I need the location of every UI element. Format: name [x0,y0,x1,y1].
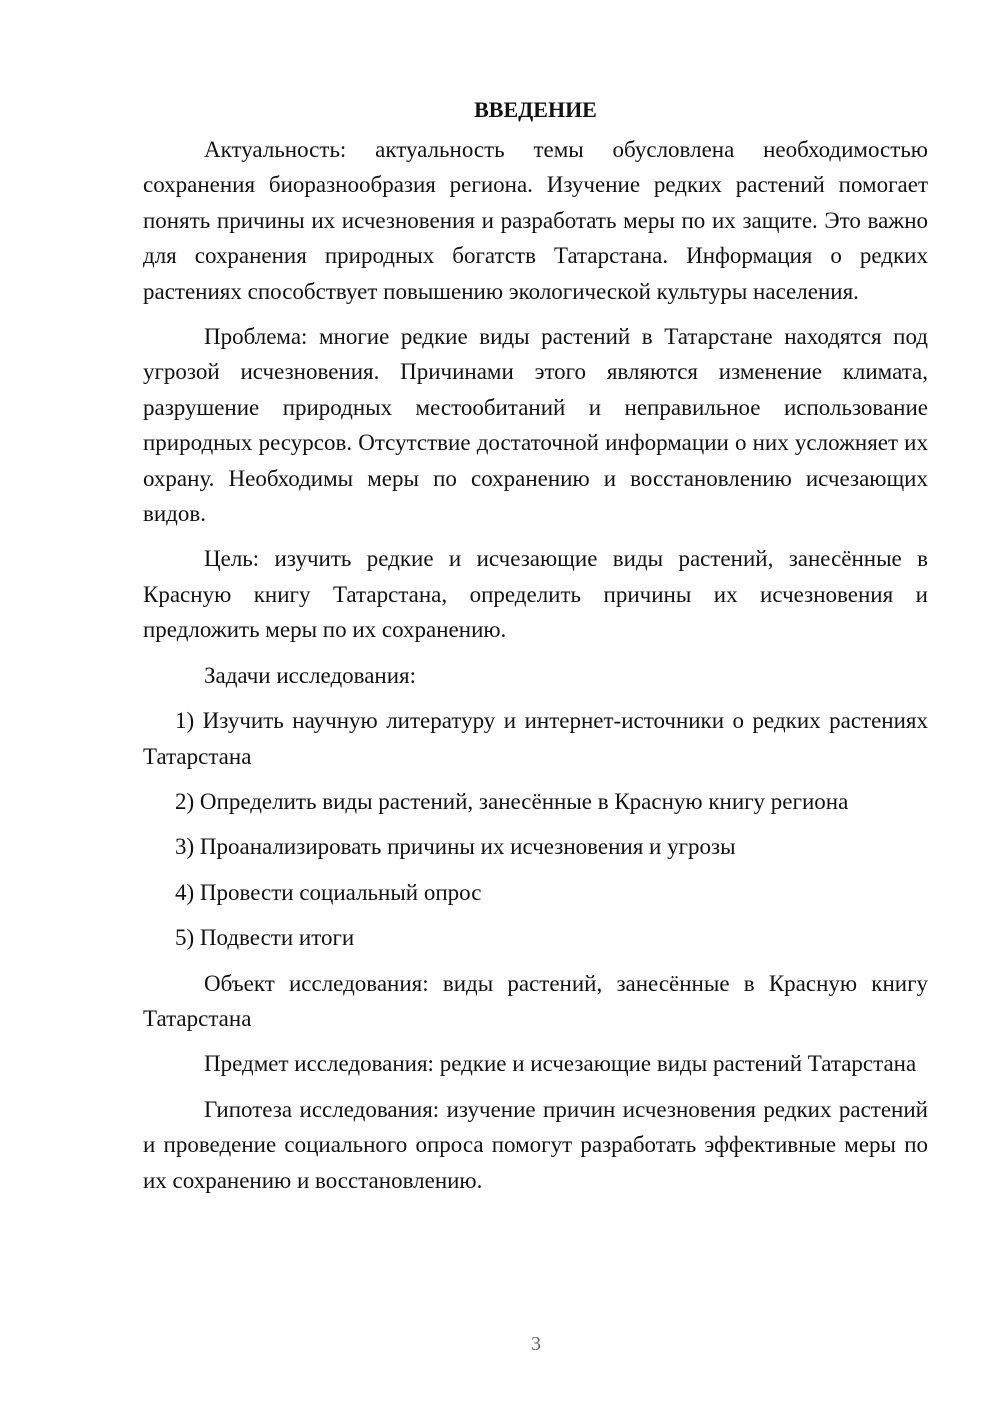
section-heading: ВВЕДЕНИЕ [474,97,597,122]
paragraph-goal: Цель: изучить редкие и исчезающие виды растений, занесённые в Красную книгу Татарстана, определить причины их исчезновения и предложить меры по их сохранению. [143,546,928,643]
task-item-3: 3) Проанализировать причины их исчезновения и угрозы [175,834,736,860]
page-number: 3 [531,1333,541,1355]
task-item-2: 2) Определить виды растений, занесённые в Красную книгу региона [175,788,849,814]
paragraph-subject: Предмет исследования: редкие и исчезающие виды растений Татарстана [204,1051,917,1077]
task-item-5: 5) Подвести итоги [175,925,355,951]
tasks-heading: Задачи исследования: [204,662,417,688]
task-item-4: 4) Провести социальный опрос [175,879,482,905]
paragraph-hypothesis: Гипотеза исследования: изучение причин исчезновения редких растений и проведение социального опроса помогут разработать эффективные меры по их сохранению и восстановлению. [143,1096,928,1193]
task-item-1: 1) Изучить научную литературу и интернет-источники о редких растениях Татарстана [143,708,928,769]
paragraph-relevance: Актуальность: актуальность темы обусловлена необходимостью сохранения биоразнообразия региона. Изучение редких растений помогает понять причины их исчезновения и разработать меры по их защите. Это важно для сохранения природных богатств Татарстана. Информация о редких растениях способствует повышению экологической культуры населения. [143,137,928,304]
paragraph-problem: Проблема: многие редкие виды растений в Татарстане находятся под угрозой исчезновения. Причинами этого являются изменение климата, разрушение природных местообитаний и неправильное использование природных ресурсов. Отсутствие достаточной информации о них усложняет их охрану. Необходимы меры по сохранению и восстановлению исчезающих видов. [143,324,928,527]
paragraph-object: Объект исследования: виды растений, занесённые в Красную книгу Татарстана [143,970,928,1031]
page-body [143,92,928,1208]
